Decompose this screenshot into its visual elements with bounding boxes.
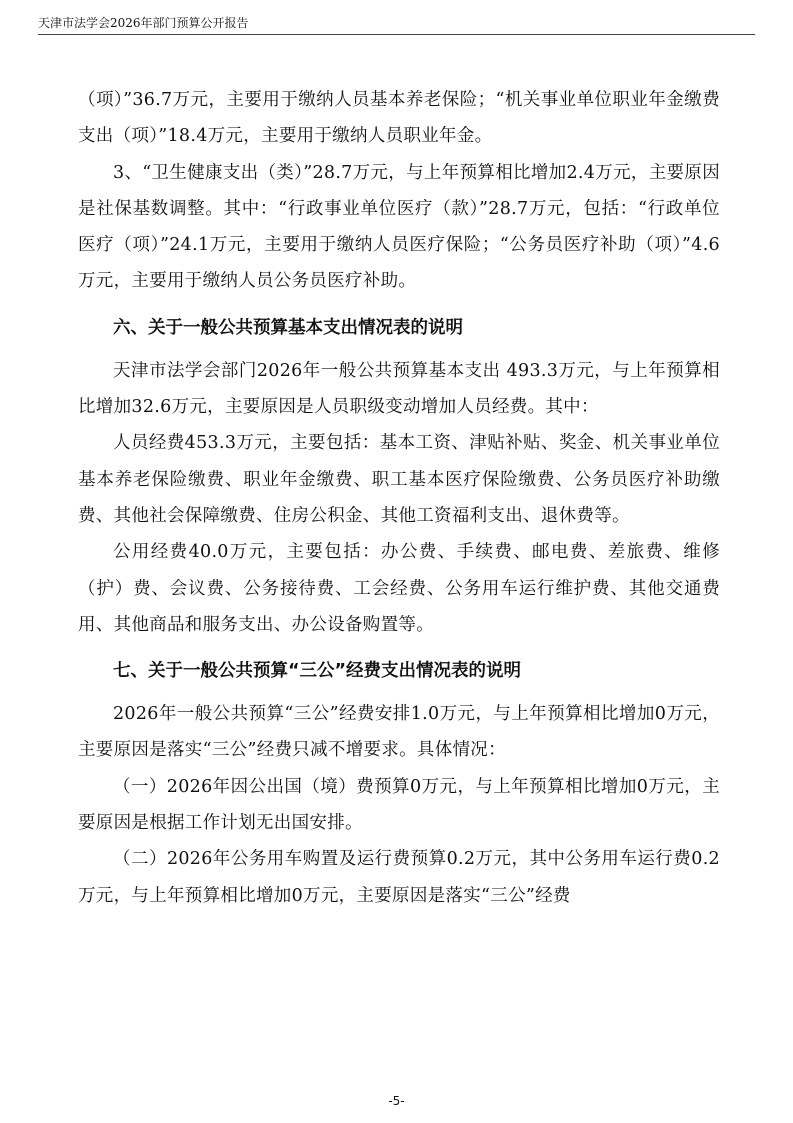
paragraph-official-vehicle: （二）2026年公务用车购置及运行费预算0.2万元，其中公务用车运行费0.2万元，与上年预算相比增加0万元，主要原因是落实“三公”经费	[78, 849, 720, 906]
paragraph-basic-expenditure: 天津市法学会部门2026年一般公共预算基本支出 493.3万元，与上年预算相比增加32.6万元，主要原因是人员职级变动增加人员经费。其中：	[78, 360, 720, 418]
paragraph-public-cost: 公用经费40.0万元，主要包括：办公费、手续费、邮电费、差旅费、维修（护）费、会议费、公务接待费、工会经费、公务用车运行维护费、其他交通费用、其他商品和服务支出、办公设备购置等。	[78, 542, 720, 635]
page-header	[38, 12, 755, 35]
paragraph-health-expenditure: 3、“卫生健康支出（类）”28.7万元，与上年预算相比增加2.4万元，主要原因是社保基数调整。其中：“行政事业单位医疗（款）”28.7万元，包括：“行政单位医疗（项）”24.1万元，主要用于缴纳人员医疗保险；“公务员医疗补助（项）”4.6万元，主要用于缴纳人员公务员医疗补助。	[78, 162, 720, 292]
document-body	[78, 82, 720, 914]
page-footer	[0, 1094, 793, 1108]
paragraph-overseas-travel: （一）2026年因公出国（境）费预算0万元，与上年预算相比增加0万元，主要原因是根据工作计划无出国安排。	[78, 776, 720, 834]
section-heading-7: 七、关于一般公共预算“三公”经费支出情况表的说明	[113, 661, 522, 682]
paragraph-three-public-total: 2026年一般公共预算“三公”经费安排1.0万元，与上年预算相比增加0万元，主要原因是落实“三公”经费只减不增要求。具体情况：	[78, 704, 720, 761]
paragraph-personnel-cost: 人员经费453.3万元，主要包括：基本工资、津贴补贴、奖金、机关事业单位基本养老保险缴费、职业年金缴费、职工基本医疗保险缴费、公务员医疗补助缴费、其他社会保障缴费、住房公积金、其他工资福利支出、退休费等。	[78, 433, 720, 526]
page-number: -5-	[388, 1094, 405, 1108]
section-heading-6: 六、关于一般公共预算基本支出情况表的说明	[113, 317, 463, 338]
header-title: 天津市法学会2026年部门预算公开报告	[38, 16, 249, 30]
paragraph-continuation: （项）”36.7万元，主要用于缴纳人员基本养老保险；“机关事业单位职业年金缴费支出（项）”18.4万元，主要用于缴纳人员职业年金。	[78, 90, 720, 147]
